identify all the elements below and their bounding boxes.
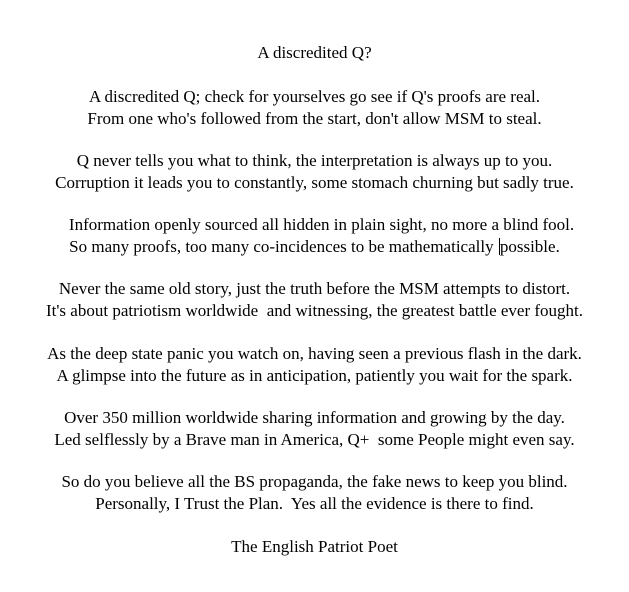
stanza-3-line-2-end: possible. [499,237,560,256]
stanza-7-line-1: So do you believe all the BS propaganda, the fake news to keep you blind. [61,472,568,491]
stanza-5-line-2: A glimpse into the future as in anticipation, patiently you wait for the spark. [56,366,573,385]
stanza-3-line-2-text: So many proofs, too many co-incidences to be mathematically [69,237,498,256]
stanza-2-line-2: Corruption it leads you to constantly, some stomach churning but sadly true. [55,173,574,192]
stanza-4-line-2: It's about patriotism worldwide and witnessing, the greatest battle ever fought. [45,301,584,320]
stanza-3-line-1: Information openly sourced all hidden in plain sight, no more a blind fool. [68,215,575,234]
poem-signature: The English Patriot Poet [231,537,398,556]
stanza-2-line-1: Q never tells you what to think, the interpretation is always up to you. [76,151,553,170]
stanza-1-line-2: From one who's followed from the start, don't allow MSM to steal. [87,109,542,128]
stanza-3-line-2 [0,236,629,258]
stanza-6-line-1: Over 350 million worldwide sharing information and growing by the day. [64,408,565,427]
stanza-5-line-1: As the deep state panic you watch on, having seen a previous flash in the dark. [47,344,582,363]
stanza-7-line-2: Personally, I Trust the Plan. Yes all the evidence is there to find. [95,494,534,513]
stanza-4-line-1: Never the same old story, just the truth before the MSM attempts to distort. [58,279,571,298]
stanza-6-line-2: Led selflessly by a Brave man in America, Q+ some People might even say. [54,430,575,449]
stanza-1-line-1: A discredited Q; check for yourselves go see if Q's proofs are real. [88,87,541,106]
poem-title: A discredited Q? [257,43,372,62]
